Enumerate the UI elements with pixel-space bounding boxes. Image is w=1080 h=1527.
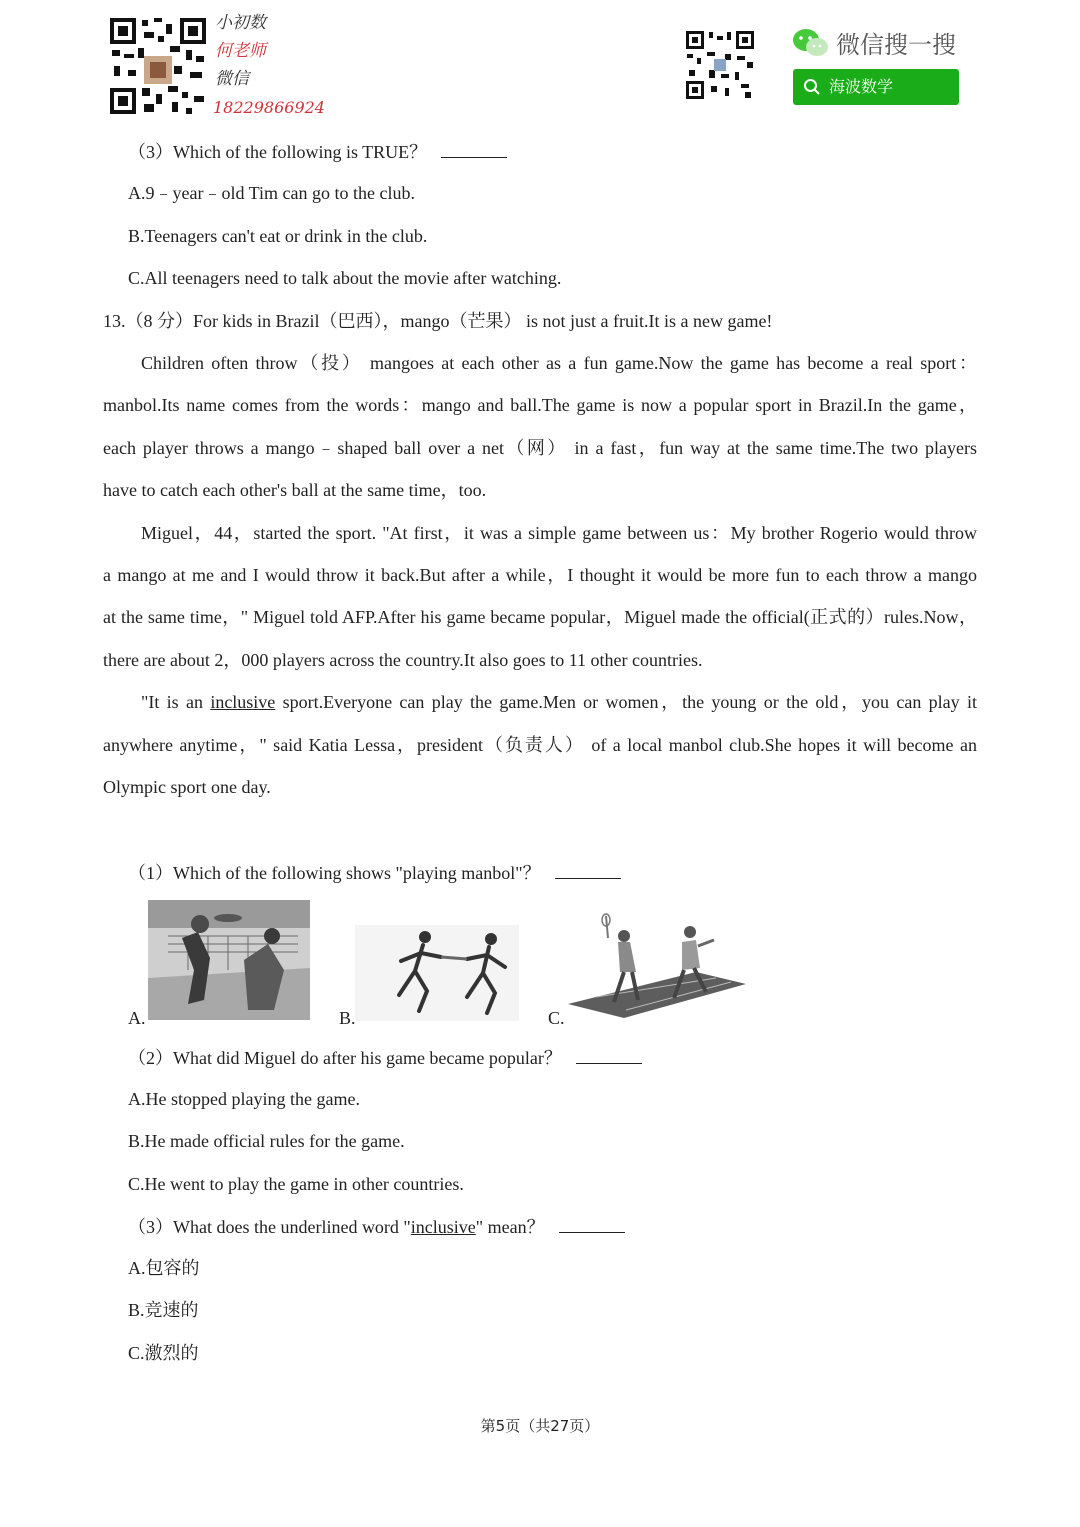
q12-q3-text: （3）Which of the following is TRUE？ [128,142,428,162]
q13-p2-line4: there are about 2，000 players across the country.It also goes to 11 other countries. [103,650,703,670]
q13-p2-line3: at the same time，" Miguel told AFP.After his game became popular，Miguel made the official(正式的）rules.Now， [103,607,977,627]
option-a-image [148,900,310,1020]
q13-p3-post: sport.Everyone can play the game.Men or women，the young or the old，you can play it [275,692,977,712]
q12-q3-option-a: A.9﹣year﹣old Tim can go to the club. [128,183,415,203]
q13-p1-line1: Children often throw（投） mangoes at each other as a fun game.Now the game has become a real sport： [141,353,977,373]
q13-p3-line2: anywhere anytime，" said Katia Lessa，president（负责人） of a local manbol club.She hopes it will become an [103,735,977,755]
q13-q3-pre: （3）What does the underlined word " [128,1217,411,1237]
q13-q1-text: （1）Which of the following shows "playing manbol"？ [128,863,541,883]
qr-code-left [108,16,208,116]
search-button-label: 海波数学 [829,77,894,96]
q13-q3-option-b: B.竞速的 [128,1300,199,1320]
option-b-image [355,925,519,1021]
q13-q2 [128,1045,642,1070]
answer-blank[interactable] [441,139,507,158]
qr-code-right [685,30,755,100]
q13-q2-text: （2）What did Miguel do after his game became popular？ [128,1048,562,1068]
handwritten-line-1: 小初数 [215,13,266,33]
underlined-word: inclusive [210,692,276,712]
handwritten-phone: 18229866924 [213,98,325,117]
q13-p2-line2: a mango at me and I would throw it back.But after a while，I thought it would be more fun to each throw a mango [103,565,977,585]
q13-q2-option-b: B.He made official rules for the game. [128,1131,405,1151]
q13-p1-line3: each player throws a mango﹣shaped ball over a net（网） in a fast，fun way at the same time.The two players [103,438,977,458]
q13-p3-pre: "It is an [141,692,211,712]
q12-q3-option-b: B.Teenagers can't eat or drink in the club. [128,226,428,246]
answer-blank[interactable] [555,860,621,879]
wechat-search-title: 微信搜一搜 [836,31,956,59]
answer-blank[interactable] [559,1214,625,1233]
q13-q2-option-a: A.He stopped playing the game. [128,1089,360,1109]
handwritten-line-3: 微信 [215,69,249,89]
q13-q3 [128,1214,625,1239]
q12-q3 [128,139,507,164]
search-icon [803,78,821,96]
underlined-word: inclusive [410,1217,476,1237]
search-button[interactable] [793,69,959,105]
option-c-image [566,912,748,1020]
option-c-label: C. [548,1008,565,1028]
q13-q2-option-c: C.He went to play the game in other countries. [128,1174,464,1194]
answer-blank[interactable] [576,1045,642,1064]
page-footer: 第5页（共27页） [480,1417,600,1435]
q13-q3-option-c: C.激烈的 [128,1343,199,1363]
wechat-icon [792,28,830,60]
q13-p1-line2: manbol.Its name comes from the words：mango and ball.The game is now a popular sport in Brazil.In the game， [103,395,977,415]
q12-q3-option-c: C.All teenagers need to talk about the movie after watching. [128,268,562,288]
q13-p2-line1: Miguel，44，started the sport. "At first，it was a simple game between us：My brother Rogerio would throw [141,523,977,543]
q13-q3-post: " mean？ [475,1217,545,1237]
q13-q3-option-a: A.包容的 [128,1258,200,1278]
q13-q1 [128,860,621,885]
option-a-label: A. [128,1008,146,1028]
q13-p3-line1 [141,690,977,714]
q13-heading: 13.（8 分）For kids in Brazil（巴西），mango（芒果） is not just a fruit.It is a new game! [103,311,773,331]
option-b-label: B. [339,1008,356,1028]
q13-p1-line4: have to catch each other's ball at the same time，too. [103,480,487,500]
handwritten-line-2: 何老师 [215,41,266,61]
q13-p3-line3: Olympic sport one day. [103,777,271,797]
